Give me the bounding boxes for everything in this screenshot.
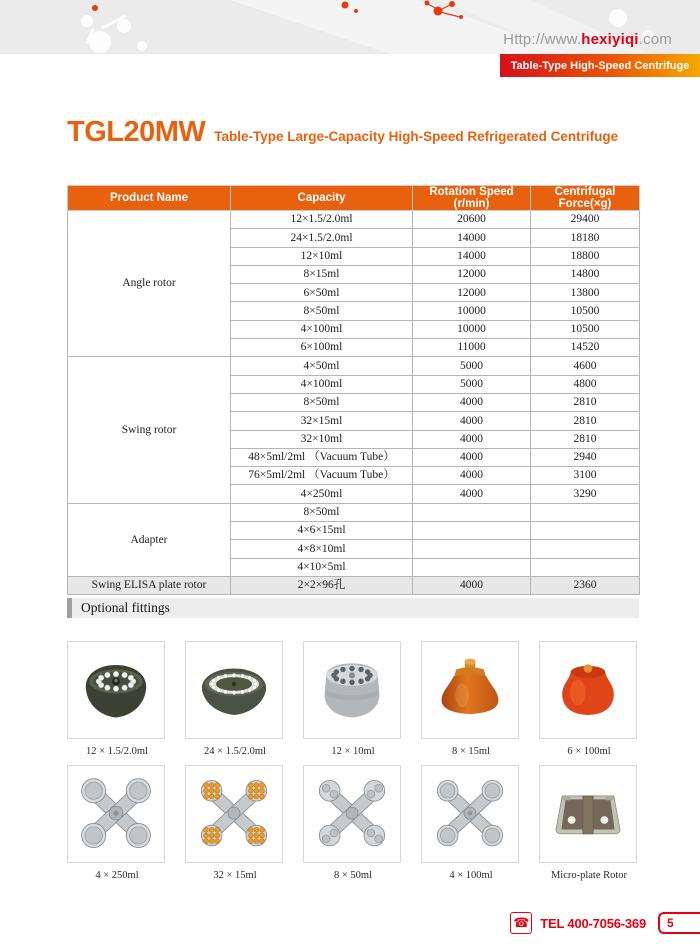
swing-rotor-8-bucket-image bbox=[303, 765, 401, 863]
gallery-caption: Micro-plate Rotor bbox=[550, 870, 628, 881]
optional-fittings-bar bbox=[67, 598, 639, 618]
product-name-cell: Angle rotor bbox=[68, 211, 231, 357]
gallery-caption: 6 × 100ml bbox=[567, 746, 611, 757]
capacity-cell: 4×6×15ml bbox=[231, 522, 413, 540]
section-title: Optional fittings bbox=[81, 600, 170, 615]
angle-rotor-dark-24-image bbox=[185, 641, 283, 739]
conical-rotor-orange-image bbox=[421, 641, 519, 739]
gallery-row bbox=[67, 765, 639, 881]
speed-cell: 12000 bbox=[413, 265, 531, 283]
capacity-cell: 8×50ml bbox=[231, 503, 413, 521]
gallery-item bbox=[539, 765, 639, 881]
capacity-cell: 4×100ml bbox=[231, 375, 413, 393]
gallery-item bbox=[539, 641, 639, 757]
swing-rotor-orange-tubes-image bbox=[185, 765, 283, 863]
speed-cell bbox=[413, 558, 531, 576]
force-cell: 2810 bbox=[531, 393, 640, 411]
spec-table bbox=[67, 185, 640, 595]
gallery-item bbox=[303, 641, 403, 757]
force-cell: 2810 bbox=[531, 430, 640, 448]
capacity-cell: 8×15ml bbox=[231, 265, 413, 283]
tel-number: TEL 400-7056-369 bbox=[540, 915, 646, 931]
product-name-cell: Swing ELISA plate rotor bbox=[68, 576, 231, 594]
category-banner bbox=[500, 54, 700, 77]
page-title bbox=[67, 116, 667, 149]
page-footer bbox=[510, 908, 700, 938]
capacity-cell: 4×100ml bbox=[231, 320, 413, 338]
force-cell: 3100 bbox=[531, 467, 640, 485]
product-name-cell: Adapter bbox=[68, 503, 231, 576]
force-cell bbox=[531, 540, 640, 558]
website-url bbox=[503, 31, 672, 48]
gallery-item bbox=[185, 641, 285, 757]
product-name-cell: Swing rotor bbox=[68, 357, 231, 503]
gallery-caption: 8 × 50ml bbox=[333, 870, 372, 881]
gallery-item bbox=[421, 765, 521, 881]
speed-cell: 5000 bbox=[413, 375, 531, 393]
speed-cell bbox=[413, 540, 531, 558]
gallery-caption: 12 × 10ml bbox=[331, 746, 375, 757]
table-row bbox=[68, 357, 640, 375]
phone-icon bbox=[510, 912, 532, 934]
speed-cell: 4000 bbox=[413, 467, 531, 485]
capacity-cell: 4×50ml bbox=[231, 357, 413, 375]
capacity-cell: 24×1.5/2.0ml bbox=[231, 229, 413, 247]
force-cell: 3290 bbox=[531, 485, 640, 503]
phone-glyph: ☎ bbox=[513, 915, 530, 930]
force-cell: 2940 bbox=[531, 448, 640, 466]
swing-rotor-4-bucket-small-image bbox=[421, 765, 519, 863]
speed-cell: 4000 bbox=[413, 448, 531, 466]
gallery-caption: 4 × 100ml bbox=[449, 870, 493, 881]
force-cell: 2810 bbox=[531, 412, 640, 430]
url-prefix: Http://www. bbox=[503, 31, 582, 48]
gallery-row bbox=[67, 641, 639, 757]
col-rotation-speed: Rotation Speed (r/min) bbox=[413, 186, 531, 211]
table-row bbox=[68, 503, 640, 521]
force-cell: 18180 bbox=[531, 229, 640, 247]
table-row-elisa bbox=[68, 576, 640, 594]
page-number: 5 bbox=[658, 912, 700, 934]
force-cell: 10500 bbox=[531, 320, 640, 338]
capacity-cell: 6×100ml bbox=[231, 339, 413, 357]
capacity-cell: 32×15ml bbox=[231, 412, 413, 430]
table-header-row bbox=[68, 186, 640, 211]
model-subtitle: Table-Type Large-Capacity High-Speed Refrigerated Centrifuge bbox=[214, 129, 619, 144]
capacity-cell: 12×1.5/2.0ml bbox=[231, 211, 413, 229]
force-cell: 4600 bbox=[531, 357, 640, 375]
force-cell: 10500 bbox=[531, 302, 640, 320]
speed-cell: 5000 bbox=[413, 357, 531, 375]
speed-cell: 4000 bbox=[413, 412, 531, 430]
section-accent bbox=[67, 598, 72, 618]
header-band bbox=[0, 0, 700, 54]
capacity-cell: 48×5ml/2ml （Vacuum Tube） bbox=[231, 448, 413, 466]
force-cell: 2360 bbox=[531, 576, 640, 594]
capacity-cell: 8×50ml bbox=[231, 302, 413, 320]
gallery-caption: 32 × 15ml bbox=[213, 870, 257, 881]
force-cell bbox=[531, 522, 640, 540]
swing-rotor-4-bucket-image bbox=[67, 765, 165, 863]
force-cell: 14800 bbox=[531, 265, 640, 283]
fittings-gallery bbox=[67, 641, 639, 881]
force-cell: 13800 bbox=[531, 284, 640, 302]
capacity-cell: 4×250ml bbox=[231, 485, 413, 503]
speed-cell: 10000 bbox=[413, 320, 531, 338]
gallery-item bbox=[421, 641, 521, 757]
capacity-cell: 8×50ml bbox=[231, 393, 413, 411]
speed-cell: 14000 bbox=[413, 247, 531, 265]
capacity-cell: 4×8×10ml bbox=[231, 540, 413, 558]
speed-cell: 4000 bbox=[413, 485, 531, 503]
angle-rotor-dark-12-image bbox=[67, 641, 165, 739]
gallery-caption: 8 × 15ml bbox=[451, 746, 490, 757]
col-centrifugal-force: Centrifugal Force(×g) bbox=[531, 186, 640, 211]
table-row bbox=[68, 211, 640, 229]
speed-cell: 4000 bbox=[413, 430, 531, 448]
speed-cell: 20600 bbox=[413, 211, 531, 229]
capacity-cell: 4×10×5ml bbox=[231, 558, 413, 576]
speed-cell: 4000 bbox=[413, 576, 531, 594]
gallery-item bbox=[303, 765, 403, 881]
capacity-cell: 6×50ml bbox=[231, 284, 413, 302]
force-cell bbox=[531, 503, 640, 521]
speed-cell bbox=[413, 503, 531, 521]
angle-rotor-gray-image bbox=[303, 641, 401, 739]
url-brand: hexiyiqi bbox=[581, 31, 639, 48]
force-cell: 29400 bbox=[531, 211, 640, 229]
speed-cell: 10000 bbox=[413, 302, 531, 320]
force-cell bbox=[531, 558, 640, 576]
round-rotor-red-image bbox=[539, 641, 637, 739]
speed-cell: 11000 bbox=[413, 339, 531, 357]
speed-cell: 4000 bbox=[413, 393, 531, 411]
gallery-item bbox=[67, 765, 167, 881]
gallery-item bbox=[185, 765, 285, 881]
capacity-cell: 12×10ml bbox=[231, 247, 413, 265]
url-suffix: .com bbox=[638, 31, 672, 48]
col-product-name: Product Name bbox=[68, 186, 231, 211]
force-cell: 4800 bbox=[531, 375, 640, 393]
capacity-cell: 2×2×96孔 bbox=[231, 576, 413, 594]
capacity-cell: 76×5ml/2ml （Vacuum Tube） bbox=[231, 467, 413, 485]
gallery-caption: 12 × 1.5/2.0ml bbox=[86, 746, 148, 757]
gallery-caption: 24 × 1.5/2.0ml bbox=[204, 746, 266, 757]
model-name: TGL20MW bbox=[67, 116, 206, 148]
force-cell: 14520 bbox=[531, 339, 640, 357]
micro-plate-rotor-image bbox=[539, 765, 637, 863]
force-cell: 18800 bbox=[531, 247, 640, 265]
speed-cell bbox=[413, 522, 531, 540]
capacity-cell: 32×10ml bbox=[231, 430, 413, 448]
col-capacity: Capacity bbox=[231, 186, 413, 211]
speed-cell: 12000 bbox=[413, 284, 531, 302]
speed-cell: 14000 bbox=[413, 229, 531, 247]
gallery-item bbox=[67, 641, 167, 757]
banner-label: Table-Type High-Speed Centrifuge bbox=[510, 59, 690, 72]
gallery-caption: 4 × 250ml bbox=[95, 870, 139, 881]
